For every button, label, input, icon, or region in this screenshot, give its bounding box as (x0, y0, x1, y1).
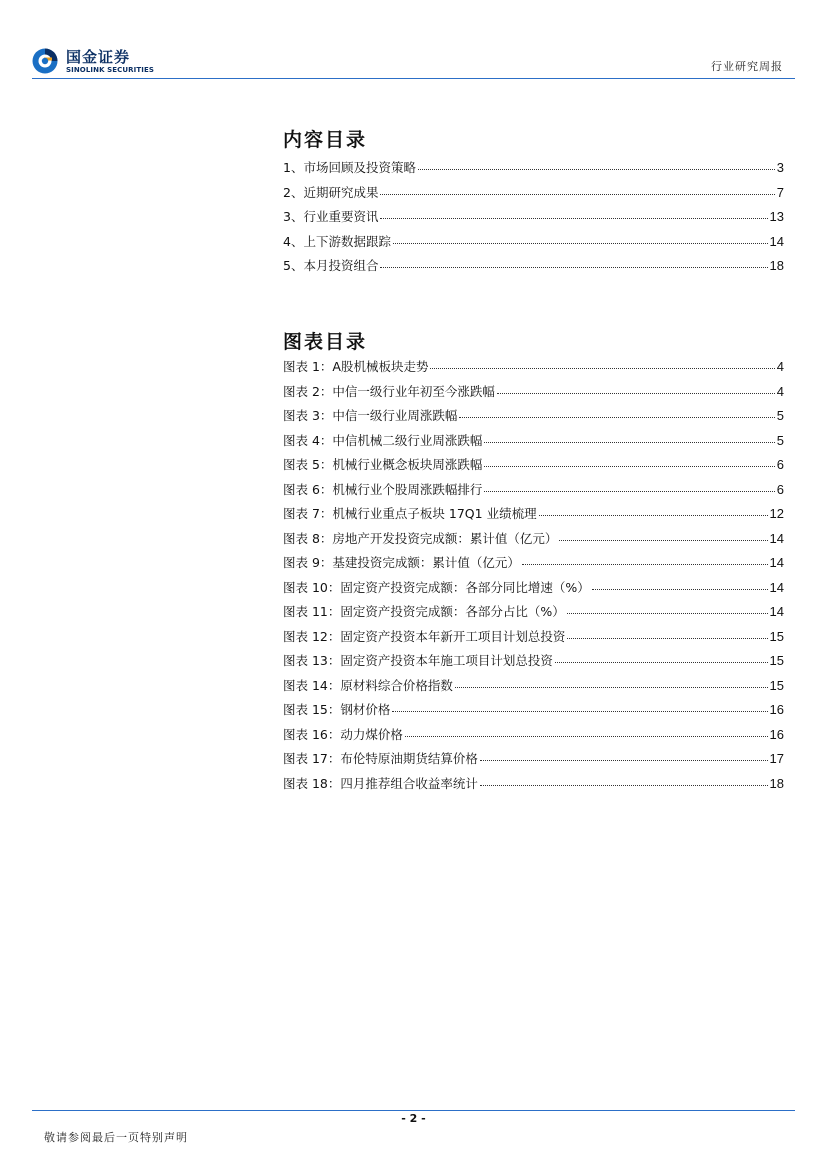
figure-entry-page: 4 (776, 383, 784, 399)
figure-entry-page: 17 (769, 751, 784, 766)
dot-leader (380, 257, 767, 268)
header-divider (32, 78, 795, 79)
dot-leader (522, 554, 768, 565)
toc-entry-page: 13 (769, 209, 784, 224)
figure-entry[interactable] (283, 627, 784, 652)
figure-entry[interactable] (283, 725, 784, 750)
dot-leader (405, 726, 768, 737)
figure-entry-page: 14 (769, 604, 784, 619)
figure-entry-page: 5 (776, 408, 784, 423)
page-header (0, 0, 827, 80)
toc-entry-page: 3 (776, 160, 784, 175)
dot-leader (393, 233, 768, 244)
figure-entry-page: 15 (769, 677, 784, 693)
figure-entry-page: 16 (769, 702, 784, 717)
dot-leader (480, 750, 768, 761)
dot-leader (484, 481, 774, 492)
figure-entry-label: 图表 10：固定资产投资完成额：各部分同比增速（%） (283, 579, 590, 595)
dot-leader (484, 456, 774, 467)
toc-entry[interactable] (283, 232, 784, 257)
dot-leader (455, 677, 768, 688)
figure-entry-label: 图表 15：钢材价格 (283, 702, 391, 717)
toc-entry-page: 18 (769, 258, 784, 273)
figure-entry[interactable] (283, 553, 784, 578)
figure-entry[interactable] (283, 749, 784, 774)
figure-entry[interactable] (283, 578, 784, 603)
figure-entry-page: 14 (769, 530, 784, 546)
figure-entry-label: 图表 7：机械行业重点子板块 17Q1 业绩梳理 (283, 506, 537, 521)
contents-list (283, 158, 784, 281)
logo-chinese-name: 国金证券 (66, 48, 131, 66)
figure-entry-page: 15 (769, 653, 784, 668)
disclaimer-note: 敬请参阅最后一页特别声明 (44, 1131, 188, 1144)
figure-entry[interactable] (283, 602, 784, 627)
dot-leader (567, 628, 767, 639)
figure-entry-label: 图表 8：房地产开发投资完成额：累计值（亿元） (283, 530, 558, 546)
figure-entry-label: 图表 5：机械行业概念板块周涨跌幅 (283, 457, 483, 472)
report-type-label: 行业研究周报 (711, 60, 783, 73)
figure-entry[interactable] (283, 700, 784, 725)
figure-entry-label: 图表 9：基建投资完成额：累计值（亿元） (283, 555, 520, 570)
figure-entry[interactable] (283, 676, 784, 701)
figure-entry-label: 图表 12：固定资产投资本年新开工项目计划总投资 (283, 628, 566, 644)
figure-entry-page: 15 (769, 628, 784, 644)
dot-leader (430, 358, 774, 369)
figure-entry-page: 14 (769, 579, 784, 595)
company-logo (32, 47, 172, 77)
figure-entry-label: 图表 1：A股机械板块走势 (283, 359, 429, 374)
toc-entry[interactable] (283, 207, 784, 232)
figure-entry-label: 图表 4：中信机械二级行业周涨跌幅 (283, 432, 483, 448)
figure-entry-page: 5 (776, 432, 784, 448)
figure-entry-page: 12 (769, 506, 784, 521)
figure-entry-label: 图表 6：机械行业个股周涨跌幅排行 (283, 481, 483, 497)
toc-entry-page: 14 (769, 233, 784, 249)
figure-entry-page: 4 (776, 359, 784, 374)
figure-entry[interactable] (283, 357, 784, 382)
figure-entry-page: 6 (776, 457, 784, 472)
figure-entry-page: 6 (776, 481, 784, 497)
figure-entry[interactable] (283, 431, 784, 456)
figure-entry[interactable] (283, 455, 784, 480)
toc-entry[interactable] (283, 256, 784, 281)
figure-entry-label: 图表 11：固定资产投资完成额：各部分占比（%） (283, 604, 565, 619)
dot-leader (539, 505, 768, 516)
toc-entry-label: 4、上下游数据跟踪 (283, 233, 391, 249)
figure-entry[interactable] (283, 774, 784, 799)
toc-entry-page: 7 (776, 184, 784, 200)
figure-entry-label: 图表 17：布伦特原油期货结算价格 (283, 751, 478, 766)
figure-entry-label: 图表 3：中信一级行业周涨跌幅 (283, 408, 458, 423)
dot-leader (555, 652, 768, 663)
figure-entry-label: 图表 13：固定资产投资本年施工项目计划总投资 (283, 653, 553, 668)
figure-entry-label: 图表 16：动力煤价格 (283, 726, 403, 742)
figure-entry-page: 14 (769, 555, 784, 570)
toc-entry-label: 1、市场回顾及投资策略 (283, 160, 416, 175)
dot-leader (559, 530, 767, 541)
toc-entry-label: 2、近期研究成果 (283, 184, 379, 200)
dot-leader (392, 701, 767, 712)
figure-entry-page: 18 (769, 775, 784, 791)
dot-leader (480, 775, 768, 786)
toc-entry[interactable] (283, 158, 784, 183)
dot-leader (459, 407, 774, 418)
sinolink-logo-icon (32, 48, 58, 74)
logo-english-name: SINOLINK SECURITIES (66, 66, 154, 74)
page-number: - 2 - (401, 1112, 426, 1125)
dot-leader (418, 159, 775, 170)
dot-leader (380, 184, 774, 195)
contents-title: 内容目录 (283, 129, 368, 151)
figure-entry-page: 16 (769, 726, 784, 742)
figure-entry[interactable] (283, 651, 784, 676)
figure-entry[interactable] (283, 529, 784, 554)
toc-entry[interactable] (283, 183, 784, 208)
figure-entry-label: 图表 18：四月推荐组合收益率统计 (283, 775, 478, 791)
dot-leader (497, 383, 775, 394)
toc-entry-label: 5、本月投资组合 (283, 258, 379, 273)
figure-entry[interactable] (283, 480, 784, 505)
footer-divider (32, 1110, 795, 1111)
dot-leader (592, 579, 768, 590)
dot-leader (484, 432, 774, 443)
figure-entry[interactable] (283, 382, 784, 407)
figures-title: 图表目录 (283, 331, 368, 353)
figure-entry-label: 图表 2：中信一级行业年初至今涨跌幅 (283, 383, 495, 399)
dot-leader (567, 603, 768, 614)
figure-entry[interactable] (283, 504, 784, 529)
dot-leader (380, 208, 767, 219)
toc-entry-label: 3、行业重要资讯 (283, 209, 379, 224)
figures-list (283, 357, 784, 798)
figure-entry[interactable] (283, 406, 784, 431)
figure-entry-label: 图表 14：原材料综合价格指数 (283, 677, 453, 693)
